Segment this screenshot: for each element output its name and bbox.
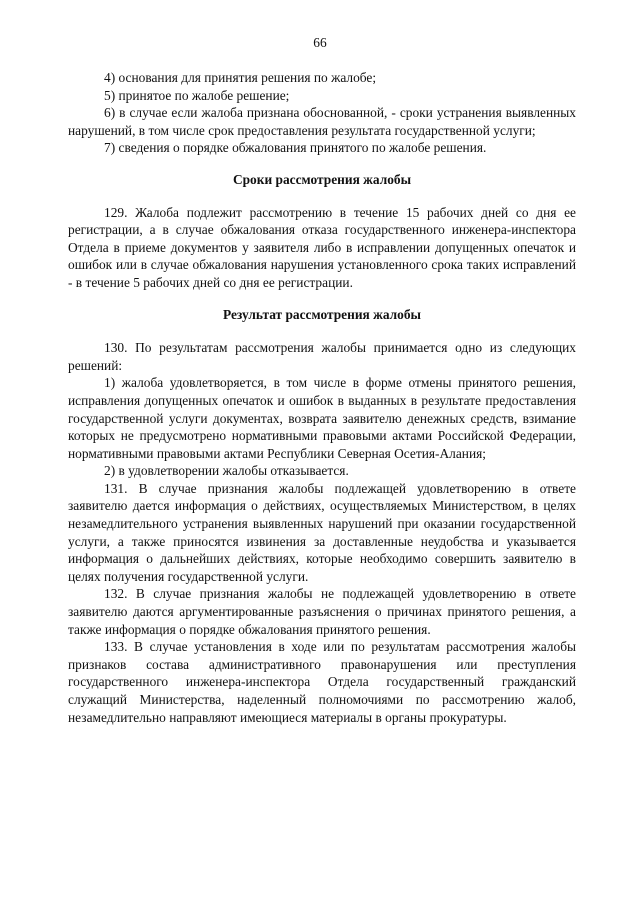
paragraph-132: 132. В случае признания жалобы не подлежащей удовлетворению в ответе заявителю даются аргументированные разъяснения о причинах принятого решения, а также информация о порядке обжалования принятого решения. (68, 586, 576, 637)
paragraph-130-item-2: 2) в удовлетворении жалобы отказывается. (104, 463, 349, 479)
paragraph-129: 129. Жалоба подлежит рассмотрению в течение 15 рабочих дней со дня ее регистрации, а в случае обжалования отказа государственного инженера-инспектора Отдела в приеме документов у заявителя либо в исправлении допущенных опечаток и ошибок или в случае обжалования нарушения установленного срока таких исправлений - в течение 5 рабочих дней со дня ее регистрации. (68, 204, 576, 290)
list-item-6: 6) в случае если жалоба признана обоснованной, - сроки устранения выявленных нарушений, в том числе срок предоставления результата государственной услуги; (68, 105, 576, 138)
page-number: 66 (313, 35, 327, 50)
list-item-7: 7) сведения о порядке обжалования принятого по жалобе решения. (104, 140, 487, 156)
list-item-5: 5) принятое по жалобе решение; (104, 87, 290, 103)
paragraph-133: 133. В случае установления в ходе или по результатам рассмотрения жалобы признаков состава административного правонарушения или преступления государственного инженера-инспектора Отдела государственный гражданский служащий Министерства, наделенный полномочиями по рассмотрению жалоб, незамедлительно направляют имеющиеся материалы в органы прокуратуры. (68, 639, 576, 725)
paragraph-130: 130. По результатам рассмотрения жалобы принимается одно из следующих решений: (68, 340, 576, 373)
paragraph-131: 131. В случае признания жалобы подлежащей удовлетворению в ответе заявителю дается информация о действиях, осуществляемых Министерством, в целях незамедлительного устранения выявленных нарушений при оказании государственной услуги, а также приносятся извинения за доставленные неудобства и указывается информация о дальнейших действиях, которые необходимо совершить заявителю в целях получения государственной услуги. (68, 480, 576, 584)
section-heading-result: Результат рассмотрения жалобы (222, 306, 422, 322)
paragraph-130-item-1: 1) жалоба удовлетворяется, в том числе в форме отмены принятого решения, исправления допущенных опечаток и ошибок в выданных в результате предоставления государственной услуги документах, возврата заявителю денежных средств, взимание которых не предусмотрено нормативными правовыми актами Российской Федерации, нормативными правовыми актами Республики Северная Осетия-Алания; (68, 375, 576, 461)
document-body (68, 69, 576, 726)
section-heading-deadlines: Сроки рассмотрения жалобы (232, 171, 412, 187)
list-item-4: 4) основания для принятия решения по жалобе; (104, 70, 377, 85)
